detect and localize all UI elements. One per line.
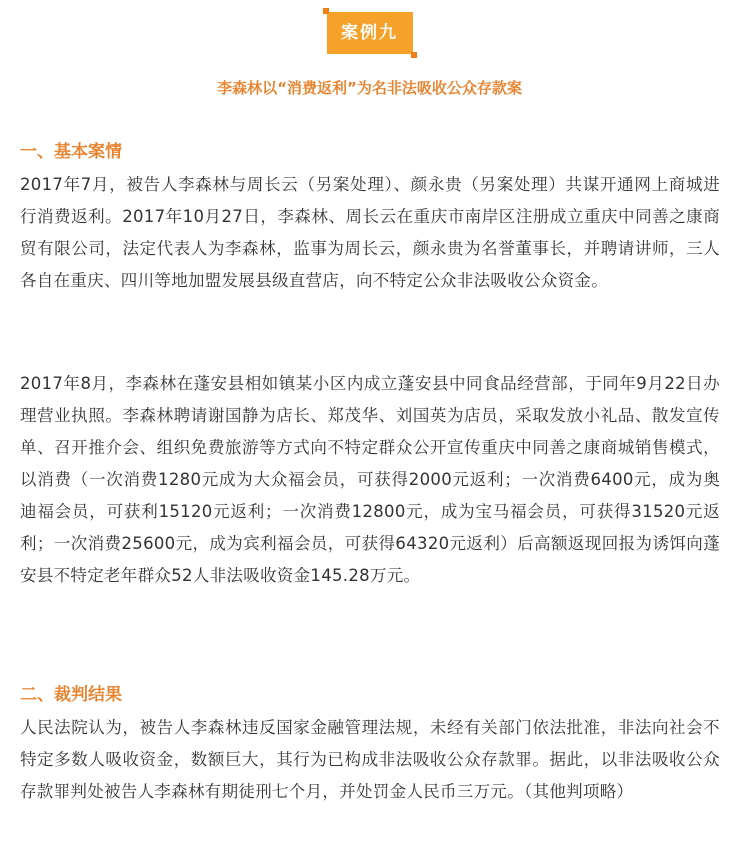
- case-title: 李森林以“消费返利”为名非法吸收公众存款案: [217, 79, 522, 97]
- badge-corner-decoration: [411, 52, 417, 58]
- case-badge-wrapper: [0, 12, 739, 54]
- case-badge-label: 案例九: [341, 23, 398, 43]
- judgment-paragraph: 人民法院认为，被告人李森林违反国家金融管理法规，未经有关部门依法批准，非法向社会不特定多数人吸收资金，数额巨大，其行为已构成非法吸收公众存款罪。据此，以非法吸收公众存款罪判处被告人李森林有期徒刑七个月，并处罚金人民币三万元。（其他判项略）: [20, 718, 720, 801]
- facts-paragraph-2: 2017年8月，李森林在蓬安县相如镇某小区内成立蓬安县中同食品经营部，于同年9月22日办理营业执照。李森林聘请谢国静为店长、郑茂华、刘国英为店员，采取发放小礼品、散发宣传单、召开推介会、组织免费旅游等方式向不特定群众公开宣传重庆中同善之康商城销售模式，以消费（一次消费1280元成为大众福会员，可获得2000元返利；一次消费6400元，成为奥迪福会员，可获利15120元返利；一次消费12800元，成为宝马福会员，可获得31520元返利；一次消费25600元，成为宾利福会员，可获得64320元返利）后高额返现回报为诱饵向蓬安县不特定老年群众52人非法吸收资金145.28万元。: [20, 374, 720, 585]
- section-heading-basic-facts: 一、基本案情: [20, 142, 122, 162]
- case-badge: [327, 12, 413, 54]
- section-heading-judgment: 二、裁判结果: [20, 685, 122, 705]
- facts-paragraph-1: 2017年7月，被告人李森林与周长云（另案处理）、颜永贵（另案处理）共谋开通网上商城进行消费返利。2017年10月27日，李森林、周长云在重庆市南岸区注册成立重庆中同善之康商贸有限公司，法定代表人为李森林，监事为周长云，颜永贵为名誉董事长，并聘请讲师，三人各自在重庆、四川等地加盟发展县级直营店，向不特定公众非法吸收公众资金。: [20, 175, 720, 290]
- badge-corner-decoration: [323, 8, 329, 14]
